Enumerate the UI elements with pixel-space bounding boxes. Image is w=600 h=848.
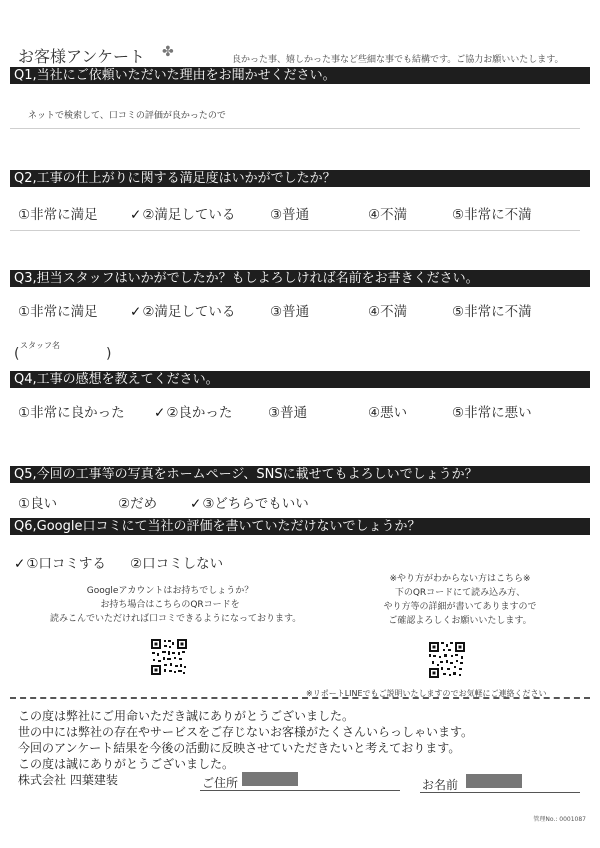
q5-option-1[interactable]: ①良い [18,496,58,512]
q3-question: Q3,担当スタッフはいかがでしたか？もしよろしければ名前をお書きください。 [10,270,590,287]
q2-option-4[interactable]: ④不満 [368,207,408,223]
q6-option-1-label: ①口コミする [26,556,106,572]
staff-name-label: スタッフ名 [20,341,60,350]
staff-name-field[interactable] [24,348,104,362]
q3-option-1[interactable]: ①非常に満足 [18,304,98,320]
address-redacted [242,772,298,786]
line-info-line: 下のQRコードにて読み込み方、 [394,588,526,598]
q5-option-3-label: ③どちらでもいい [202,496,309,512]
line-info-line: やり方等の詳細が書いてありますので [383,602,537,612]
q3-option-5[interactable]: ⑤非常に不満 [452,304,532,320]
google-info-line: お持ち場合はこちらのQRコードを [100,600,240,610]
q4-option-2[interactable] [154,401,232,421]
address-underline [200,790,400,791]
q4-option-5[interactable]: ⑤非常に悪い [452,405,532,421]
q2-question: Q2,工事の仕上がりに関する満足度はいかがでしたか？ [10,170,590,187]
intro-text: 良かった事、嬉しかった事など些細な事でも結構です。ご協力お願いいたします。 [232,55,564,65]
google-info-line: 読みこんでいただければ口コミできるようになっております。 [50,614,302,624]
closing-line: 世の中には弊社の存在やサービスをご存じないお客様がたくさんいらっしゃいます。 [18,725,474,739]
q3-option-4[interactable]: ④不満 [368,304,408,320]
q2-option-1[interactable]: ①非常に満足 [18,207,98,223]
q6-option-2[interactable]: ②口コミしない [130,556,224,572]
dashed-divider [10,697,590,699]
line-note: ※リポートLINEでもご説明いたしますのでお気軽にご連絡ください [306,689,547,698]
q4-option-1[interactable]: ①非常に良かった [18,405,125,421]
staff-paren-close: ) [106,346,112,362]
google-info-line: Googleアカウントはお持ちでしょうか？ [86,586,254,596]
clover-icon: ✤ [162,44,174,60]
q4-question: Q4,工事の感想を教えてください。 [10,371,590,388]
q5-question: Q5,今回の工事等の写真をホームページ、SNSに載せてもよろしいでしょうか？ [10,466,590,483]
closing-line: 今回のアンケート結果を今後の活動に反映させていただきたいと考えております。 [18,741,461,755]
q1-answer[interactable]: ネットで検索して、口コミの評価が良かったので [28,111,226,121]
line-info-line: ※やり方がわからない方はこちら※ [389,574,531,584]
q2-option-2-label: ②満足している [142,207,236,223]
line-info-line: ご確認よろしくお願いいたします。 [388,616,532,626]
q2-option-3[interactable]: ③普通 [270,207,310,223]
q1-answer-line [10,128,580,129]
check-mark-icon: ✓ [154,405,166,421]
google-info [50,584,302,626]
q3-option-3[interactable]: ③普通 [270,304,310,320]
check-mark-icon: ✓ [190,496,202,512]
company-name: 株式会社 四葉建装 [18,773,118,787]
closing-message [18,708,473,772]
q5-option-2[interactable]: ②だめ [118,496,158,512]
q6-question: Q6,Google口コミにて当社の評価を書いていただけないでしょうか？ [10,518,590,535]
closing-line: この度は弊社にご用命いただき誠にありがとうございました。 [18,709,355,723]
q4-option-4[interactable]: ④悪い [368,405,408,421]
check-mark-icon: ✓ [130,207,142,223]
q5-option-3[interactable] [190,492,309,512]
line-qr-code-icon[interactable] [428,641,466,679]
check-mark-icon: ✓ [14,556,26,572]
q2-option-2[interactable] [130,203,235,223]
address-label: ご住所 [202,776,239,790]
google-qr-code-icon[interactable] [150,638,188,676]
q6-option-1[interactable] [14,552,106,572]
q3-option-2[interactable] [130,300,235,320]
name-redacted [466,774,522,788]
q4-option-2-label: ②良かった [166,405,233,421]
name-underline [420,792,580,793]
q3-option-2-label: ②満足している [142,304,236,320]
name-label: お名前 [422,778,459,792]
staff-paren-open: ( [14,346,20,362]
q4-option-3[interactable]: ③普通 [268,405,308,421]
closing-line: この度は誠にありがとうございました。 [18,757,235,771]
line-info [340,572,580,628]
page-title: お客様アンケート [18,47,146,66]
document-number: 管理No.: 0001087 [533,816,586,823]
check-mark-icon: ✓ [130,304,142,320]
q2-option-5[interactable]: ⑤非常に不満 [452,207,532,223]
q2-line [10,230,580,231]
q1-question: Q1,当社にご依頼いただいた理由をお聞かせください。 [10,67,590,84]
